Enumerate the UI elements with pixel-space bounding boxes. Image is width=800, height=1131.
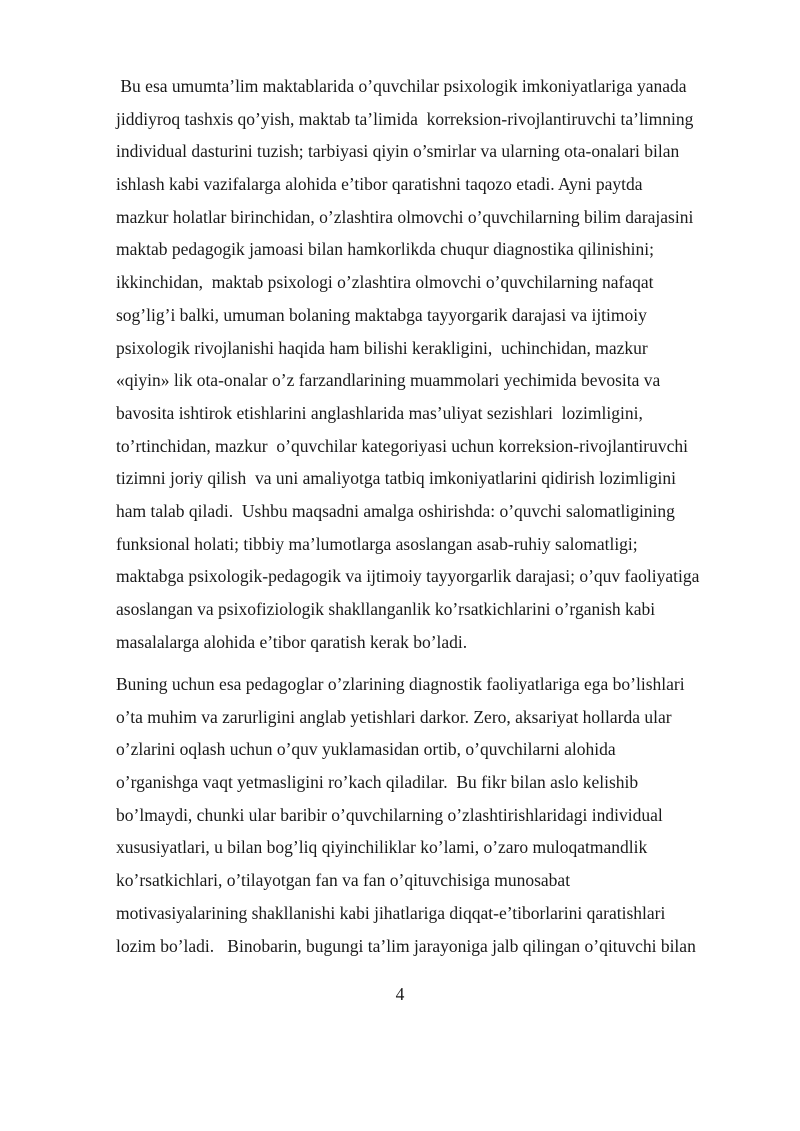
text-line: xususiyatlari, u bilan bog’liq qiyinchiliklar ko’lami, o’zaro muloqatmandlik xyxy=(116,837,648,858)
text-line: ham talab qiladi. Ushbu maqsadni amalga oshirishda: o’quvchi salomatligining xyxy=(116,500,675,521)
text-line: asoslangan va psixofiziologik shakllanganlik ko’rsatkichlarini o’rganish kabi xyxy=(116,599,656,619)
text-line: Bu esa umumta’lim maktablarida o’quvchilar psixologik imkoniyatlariga yanada xyxy=(116,76,687,96)
text-line: tizimni joriy qilish va uni amaliyotga tatbiq imkoniyatlarini qidirish lozimligini xyxy=(116,468,676,489)
text-line: mazkur holatlar birinchidan, o’zlashtira olmovchi o’quvchilarning bilim darajasini xyxy=(116,206,694,227)
text-line: o’zlarini oqlash uchun o’quv yuklamasidan ortib, o’quvchilarni alohida xyxy=(116,739,616,760)
text-line: maktab pedagogik jamoasi bilan hamkorlikda chuqur diagnostika qilinishini; xyxy=(116,239,655,260)
text-line: motivasiyalarining shakllanishi kabi jihatlariga diqqat-e’tiborlarini qaratishlari xyxy=(116,902,666,923)
text-line: o’rganishga vaqt yetmasligini ro’kach qiladilar. Bu fikr bilan aslo kelishib xyxy=(116,772,639,793)
text-line: bo’lmaydi, chunki ular baribir o’quvchilarning o’zlashtirishlaridagi individual xyxy=(116,804,663,825)
text-line: funksional holati; tibbiy ma’lumotlarga asoslangan asab-ruhiy salomatligi; xyxy=(116,533,638,554)
paragraph-1 xyxy=(116,70,756,658)
text-line: ishlash kabi vazifalarga alohida e’tibor qaratishni taqozo etadi. Ayni paytda xyxy=(116,174,643,195)
text-line: maktabga psixologik-pedagogik va ijtimoiy tayyorgarlik darajasi; o’quv faoliyatiga xyxy=(116,566,700,587)
text-line: bavosita ishtirok etishlarini anglashlarida mas’uliyat sezishlari lozimligini, xyxy=(116,402,643,423)
text-line: ko’rsatkichlari, o’tilayotgan fan va fan o’qituvchisiga munosabat xyxy=(116,870,571,891)
text-line: masalalarga alohida e’tibor qaratish kerak bo’ladi. xyxy=(116,631,468,652)
text-line: Buning uchun esa pedagoglar o’zlarining diagnostik faoliyatlariga ega bo’lishlari xyxy=(116,674,685,694)
text-line: lozim bo’ladi. Binobarin, bugungi ta’lim jarayoniga jalb qilingan o’qituvchi bilan xyxy=(116,935,696,956)
paragraph-2 xyxy=(116,668,756,962)
text-line: «qiyin» lik ota-onalar o’z farzandlarining muammolari yechimida bevosita va xyxy=(116,370,661,391)
text-line: ikkinchidan, maktab psixologi o’zlashtira olmovchi o’quvchilarning nafaqat xyxy=(116,272,654,293)
text-line: sog’lig’i balki, umuman bolaning maktabga tayyorgarik darajasi va ijtimoiy xyxy=(116,304,647,325)
page-number: 4 xyxy=(395,984,405,1004)
text-line: o’ta muhim va zarurligini anglab yetishlari darkor. Zero, aksariyat hollarda ular xyxy=(116,706,672,727)
text-line: individual dasturini tuzish; tarbiyasi qiyin o’smirlar va ularning ota-onalari bilan xyxy=(116,141,680,162)
text-line: jiddiyroq tashxis qo’yish, maktab ta’limida korreksion-rivojlantiruvchi ta’limning xyxy=(116,108,694,129)
text-line: to’rtinchidan, mazkur o’quvchilar kategoriyasi uchun korreksion-rivojlantiruvchi xyxy=(116,435,688,456)
text-line: psixologik rivojlanishi haqida ham bilishi kerakligini, uchinchidan, mazkur xyxy=(116,337,648,358)
